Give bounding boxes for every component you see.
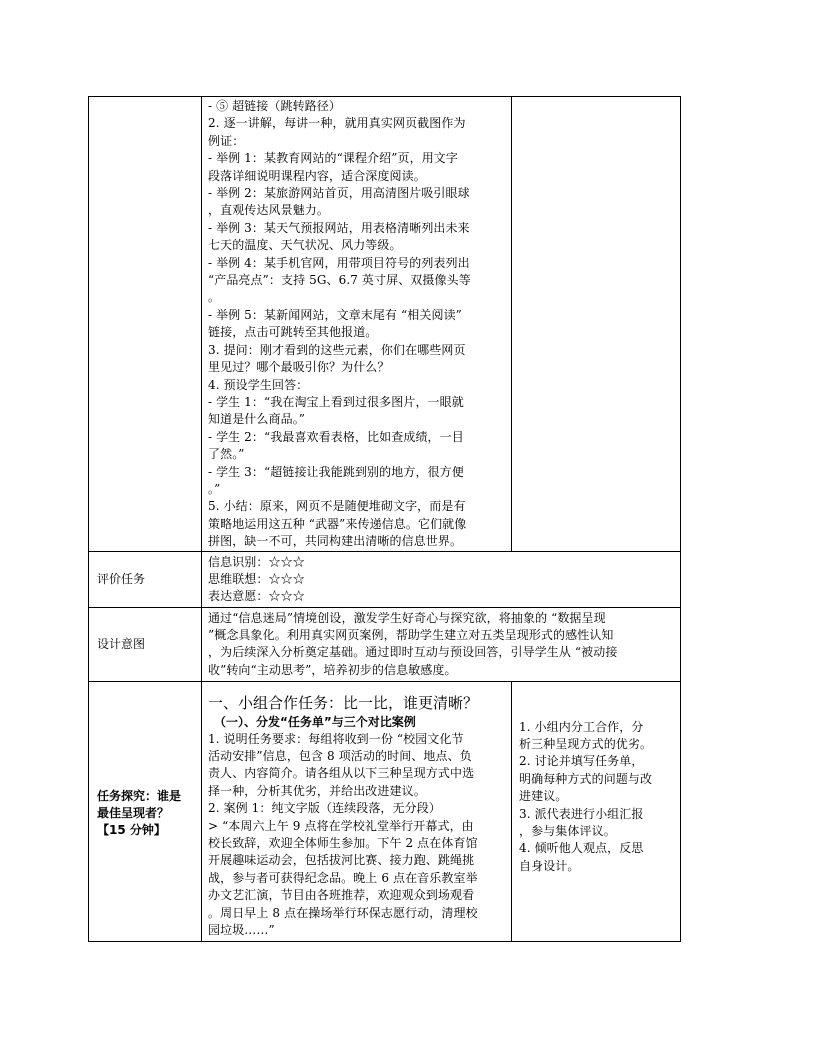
task-line: 校长致辞，欢迎全体师生参加。下午 2 点在体育馆	[208, 836, 478, 850]
task-content-cell	[202, 681, 512, 941]
text-line: - 举例 1：某教育网站的“课程介绍”页，用文字	[208, 151, 458, 166]
task-label-line: 【15 分钟】	[97, 822, 166, 837]
evaluation-line: 表达意愿：☆☆☆	[208, 589, 305, 604]
evaluation-label-cell	[89, 551, 202, 607]
evaluation-line: 思维联想：☆☆☆	[208, 571, 305, 586]
row1-label-cell	[89, 97, 202, 552]
text-line: 链接，点击可跳转至其他报道。	[208, 325, 378, 340]
text-line: 知道是什么商品。”	[208, 412, 306, 427]
task-line: 择一种，分析其优劣，并给出改进建议。	[208, 783, 426, 798]
design-intent-label: 设计意图	[97, 636, 146, 651]
task-line: 园垃圾……”	[208, 923, 275, 938]
text-line: 5. 小结：原来，网页不是随便堆砌文字，而是有	[208, 499, 466, 514]
evaluation-content-cell	[202, 551, 681, 607]
task-line: > “本周六上午 9 点将在学校礼堂举行开幕式，由	[208, 818, 474, 833]
task-content	[208, 731, 506, 940]
task-line: 。周日早上 8 点在操场举行环保志愿行动，清理校	[208, 905, 478, 920]
task-student-cell	[512, 681, 681, 941]
text-line: “产品亮点”：支持 5G、6.7 英寸屏、双摄像头等	[208, 273, 471, 288]
student-line: 析三种呈现方式的优劣。	[519, 736, 653, 751]
text-line: 例证：	[208, 133, 245, 148]
table-row-task-exploration	[89, 681, 681, 941]
student-line: 2. 讨论并填写任务单，	[519, 754, 644, 769]
text-line: - 举例 3：某天气预报网站，用表格清晰列出未来	[208, 220, 470, 235]
text-line: - 举例 2：某旅游网站首页，用高清图片吸引眼球	[208, 186, 470, 201]
table-row-teaching-content	[89, 97, 681, 552]
table-row-design-intent	[89, 607, 681, 681]
evaluation-content	[202, 552, 680, 606]
student-line: 4. 倾听他人观点，反思	[519, 841, 644, 856]
evaluation-label: 评价任务	[97, 571, 146, 586]
student-line: 自身设计。	[519, 858, 580, 873]
design-intent-line: ”概念具象化。利用真实网页案例，帮助学生建立对五类呈现形式的感性认知	[208, 627, 614, 642]
row1-student-cell	[512, 97, 681, 552]
task-line: 开展趣味运动会，包括拔河比赛、接力跑、跳绳挑	[208, 853, 475, 868]
table-row-evaluation	[89, 551, 681, 607]
text-line: 里见过？哪个最吸引你？为什么？	[208, 360, 390, 375]
student-line: 1. 小组内分工合作，分	[519, 719, 644, 734]
task-label	[89, 784, 201, 839]
text-line: 了然。”	[208, 447, 245, 462]
task-line: 责人、内容简介。请各组从以下三种呈现方式中选	[208, 766, 475, 781]
task-subheading: （一）、分发“任务单”与三个对比案例	[214, 714, 416, 729]
design-intent-line: ，为后续深入分析奠定基础。通过即时互动与预设回答，引导学生从 “被动接	[208, 645, 618, 660]
task-line: 2. 案例 1：纯文字版（连续段落，无分段）	[208, 801, 441, 816]
text-line: 段落详细说明课程内容，适合深度阅读。	[208, 168, 426, 183]
text-line: - 学生 1：“我在淘宝上看到过很多图片，一眼就	[208, 394, 464, 409]
text-line: 3. 提问：刚才看到的这些元素，你们在哪些网页	[208, 342, 466, 357]
text-line: - 学生 2：“我最喜欢看表格，比如查成绩，一目	[208, 429, 464, 444]
student-line: ，参与集体评议。	[519, 824, 616, 838]
task-line: 办文艺汇演，节目由各班推荐，欢迎观众到场观看	[208, 888, 475, 903]
lesson-plan-table	[88, 96, 681, 942]
design-intent-line: 收”转向“主动思考”，培养初步的信息敏感度。	[208, 662, 457, 677]
text-line: 七天的温度、天气状况、风力等级。	[208, 238, 402, 253]
text-line: 拼图，缺一不可，共同构建出清晰的信息世界。	[208, 534, 463, 549]
task-line: 活动安排”信息，包含 8 项活动的时间、地点、负	[208, 748, 472, 763]
row1-content	[202, 97, 511, 551]
task-label-cell	[89, 681, 202, 941]
task-line: 战，参与者可获得纪念品。晚上 6 点在音乐教室举	[208, 870, 478, 885]
text-line: 2. 逐一讲解，每讲一种，就用真实网页截图作为	[208, 116, 466, 131]
design-intent-content	[202, 608, 680, 680]
design-intent-content-cell	[202, 607, 681, 681]
text-line: - 学生 3：“超链接让我能跳到别的地方，很方便	[208, 464, 464, 479]
evaluation-line: 信息识别：☆☆☆	[208, 554, 305, 569]
text-line: 策略地运用这五种 “武器”来传递信息。它们就像	[208, 516, 467, 531]
task-heading: 一、小组合作任务：比一比，谁更清晰？	[208, 693, 479, 712]
student-line: 明确每种方式的问题与改	[519, 771, 653, 786]
student-activity	[512, 682, 680, 876]
text-line: - 举例 4：某手机官网，用带项目符号的列表列出	[208, 255, 470, 270]
text-line: - ⑤ 超链接（跳转路径）	[208, 99, 341, 113]
task-label-line: 最佳呈现者？	[97, 805, 170, 820]
row1-content-cell	[202, 97, 512, 552]
text-line: - 举例 5：某新闻网站，文章末尾有 “相关阅读”	[208, 307, 462, 322]
design-intent-label-cell	[89, 607, 202, 681]
student-line: 进建议。	[519, 789, 568, 804]
text-line: 4. 预设学生回答：	[208, 377, 309, 392]
text-line: ，直观传达风景魅力。	[208, 203, 330, 218]
task-label-line: 任务探究：谁是	[97, 788, 182, 803]
task-line: 1. 说明任务要求：每组将收到一份 “校园文化节	[208, 731, 464, 746]
student-line: 3. 派代表进行小组汇报	[519, 806, 644, 821]
text-line: 。	[208, 290, 221, 305]
design-intent-line: 通过“信息迷局”情境创设，激发学生好奇心与探究欲，将抽象的 “数据呈现	[208, 610, 606, 625]
text-line: 。”	[208, 481, 221, 496]
